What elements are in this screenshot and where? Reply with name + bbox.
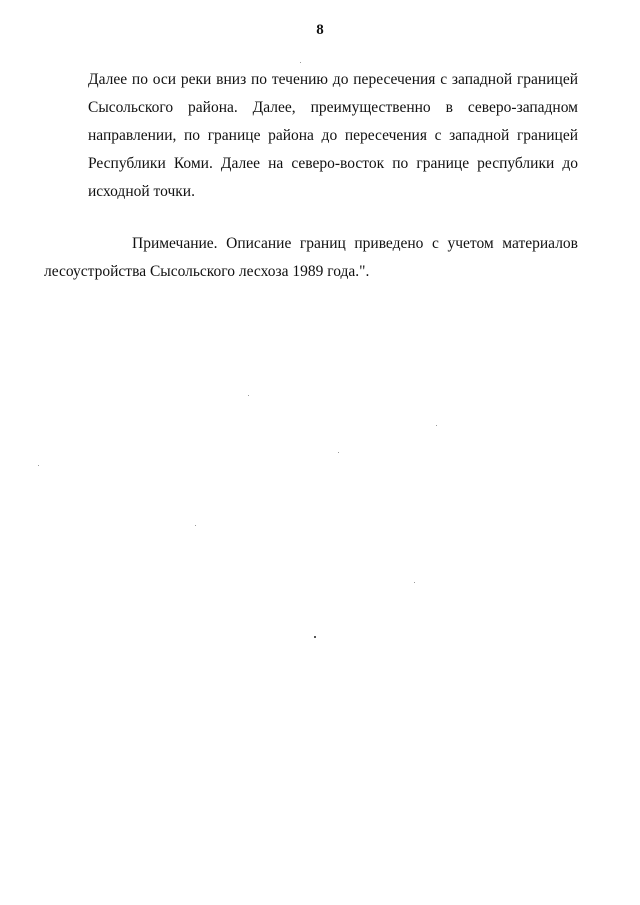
paragraph-line: исходной точки. [88,183,195,200]
page-number: 8 [316,22,324,38]
scan-speck [300,62,301,63]
scan-speck [195,525,196,526]
paragraph-boundary-description [88,66,578,206]
scan-speck [314,636,316,638]
scan-speck [248,395,249,396]
paragraph-note [44,230,578,286]
scan-speck [38,465,39,466]
paragraph-line: Сысольского района. Далее, преимущественно в северо-западном [88,99,578,116]
paragraph-line: Республики Коми. Далее на северо-восток по границе республики до [88,155,578,172]
paragraph-line: Примечание. Описание границ приведено с учетом материалов [132,235,578,252]
paragraph-line: направлении, по границе района до пересечения с западной границей [88,127,578,144]
scan-speck [414,582,415,583]
paragraph-line: лесоустройства Сысольского лесхоза 1989 года.". [44,263,370,280]
scan-speck [338,452,339,453]
paragraph-line: Далее по оси реки вниз по течению до пересечения с западной границей [88,71,578,88]
scan-speck [436,425,437,426]
